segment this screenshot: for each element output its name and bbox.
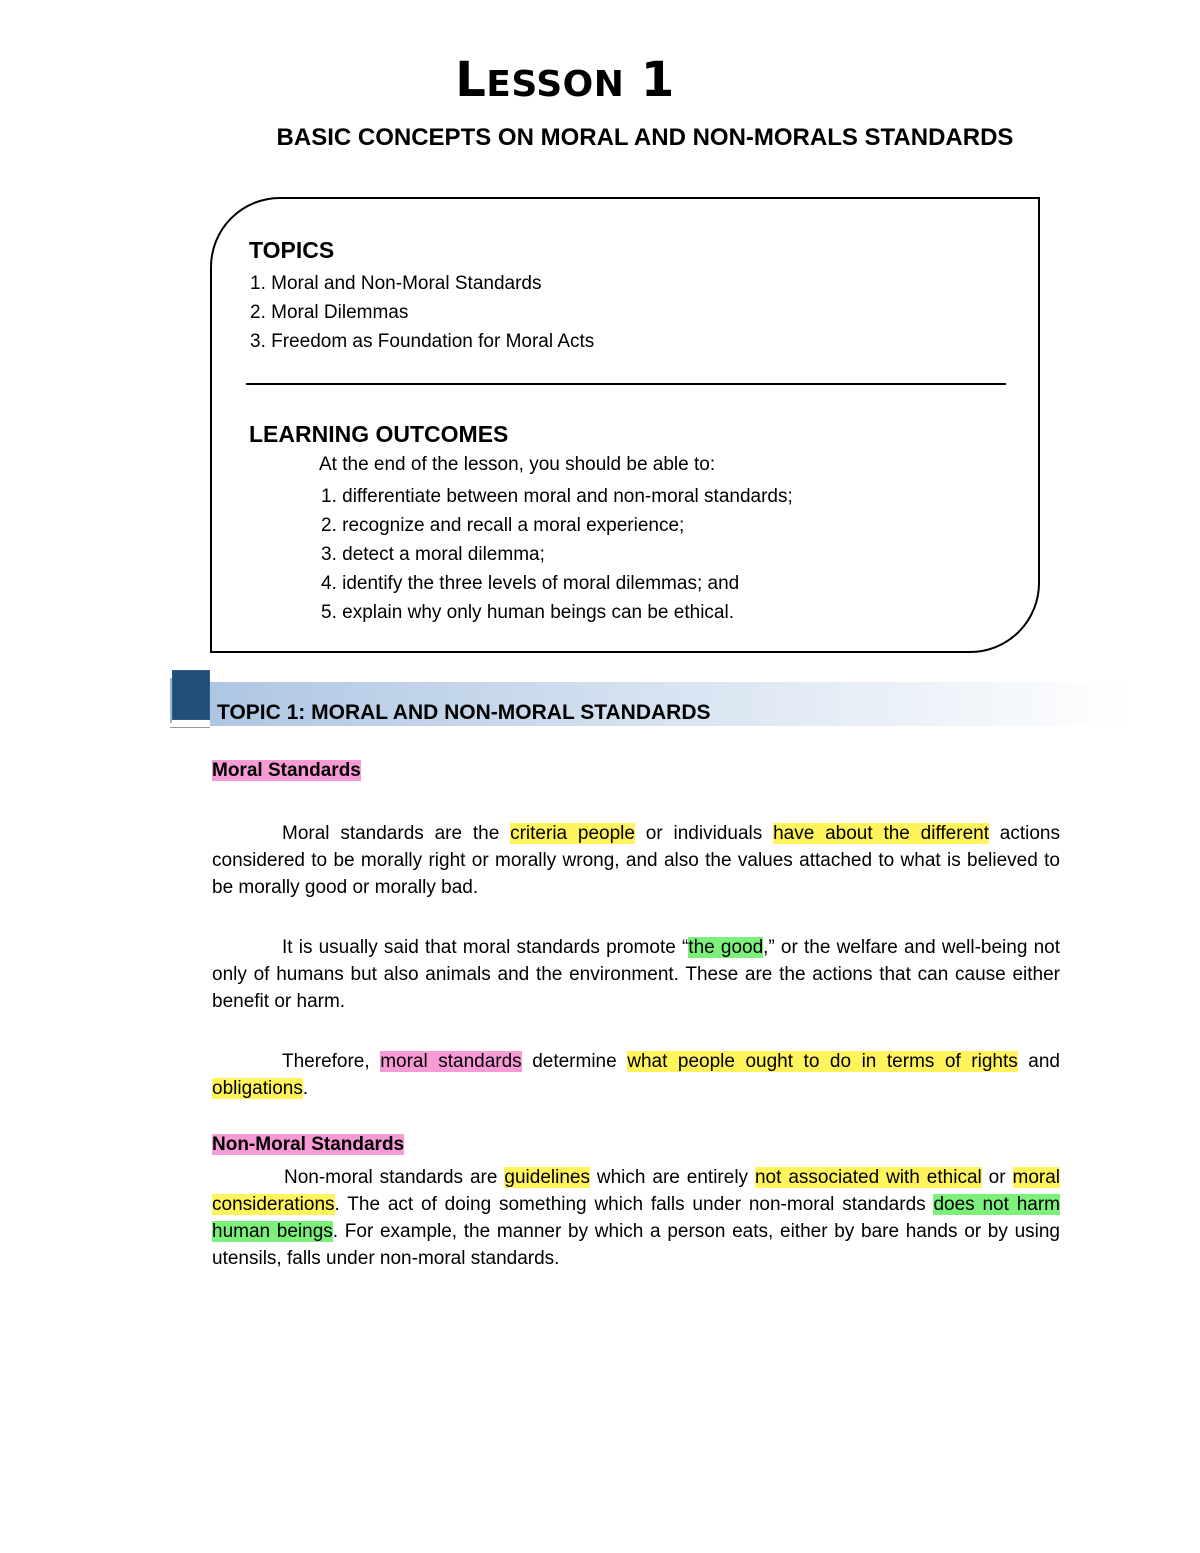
highlight: does not harm human beings <box>212 1194 1060 1242</box>
highlight: obligations <box>212 1078 303 1099</box>
topic-1-banner <box>170 670 1130 730</box>
topic-item: 1. Moral and Non-Moral Standards <box>250 273 542 294</box>
outcome-item: 4. identify the three levels of moral dilemmas; and <box>321 573 740 594</box>
highlight: moral standards <box>380 1051 522 1072</box>
non-moral-standards-paragraph: Non-moral standards are guidelines which are entirely not associated with ethical or moral considerations. The act of doing something which falls under non-moral standards does not harm human beings. For example, the manner by which a person eats, either by bare hands or by using utensils, falls under non-moral standards. <box>212 1167 1061 1269</box>
outcome-item: 3. detect a moral dilemma; <box>321 544 545 565</box>
lesson-title-initial: L <box>455 52 487 108</box>
lesson-title-word: ESSON <box>486 64 625 105</box>
highlight: criteria people <box>510 823 635 844</box>
topics-heading: TOPICS <box>249 237 335 263</box>
moral-standards-paragraph-3: Therefore, moral standards determine what people ought to do in terms of rights and obligations. <box>212 1051 1060 1099</box>
learning-outcomes-list <box>321 482 793 627</box>
highlight: not associated with ethical <box>754 1167 982 1188</box>
learning-outcomes-intro: At the end of the lesson, you should be able to: <box>319 454 716 475</box>
overview-box <box>210 197 1040 653</box>
learning-outcomes-heading: LEARNING OUTCOMES <box>249 421 509 447</box>
highlight: guidelines <box>504 1167 590 1188</box>
topic-item: 3. Freedom as Foundation for Moral Acts <box>250 331 595 352</box>
highlight: what people ought to do in terms of rights <box>627 1051 1018 1072</box>
lesson-subtitle: BASIC CONCEPTS ON MORAL AND NON-MORALS STANDARDS <box>276 124 1014 151</box>
divider <box>246 383 1006 385</box>
non-moral-standards-heading: Non-Moral Standards <box>212 1134 405 1155</box>
outcome-item: 5. explain why only human beings can be ethical. <box>321 602 734 623</box>
topics-list <box>250 269 594 356</box>
highlight: have about the different <box>773 823 989 844</box>
banner-square-icon <box>172 670 210 720</box>
topic-item: 2. Moral Dilemmas <box>250 302 409 323</box>
highlight: moral considerations <box>212 1167 1061 1215</box>
outcome-item: 2. recognize and recall a moral experience; <box>321 515 685 536</box>
moral-standards-paragraph-2: It is usually said that moral standards promote “the good,” or the welfare and well-being not only of humans but also animals and the environment. These are the actions that can cause either benefit or harm. <box>212 937 1060 1012</box>
moral-standards-paragraph-1: Moral standards are the criteria people or individuals have about the different actions considered to be morally right or morally wrong, and also the values attached to what is believed to be morally good or morally bad. <box>212 823 1061 898</box>
banner-underline <box>170 727 210 728</box>
lesson-number: 1 <box>640 52 675 108</box>
highlight: the good <box>688 937 764 958</box>
lesson-title <box>0 52 1130 108</box>
moral-standards-heading: Moral Standards <box>212 760 361 781</box>
outcome-item: 1. differentiate between moral and non-moral standards; <box>321 486 793 507</box>
topic-1-title: TOPIC 1: MORAL AND NON-MORAL STANDARDS <box>217 701 711 724</box>
